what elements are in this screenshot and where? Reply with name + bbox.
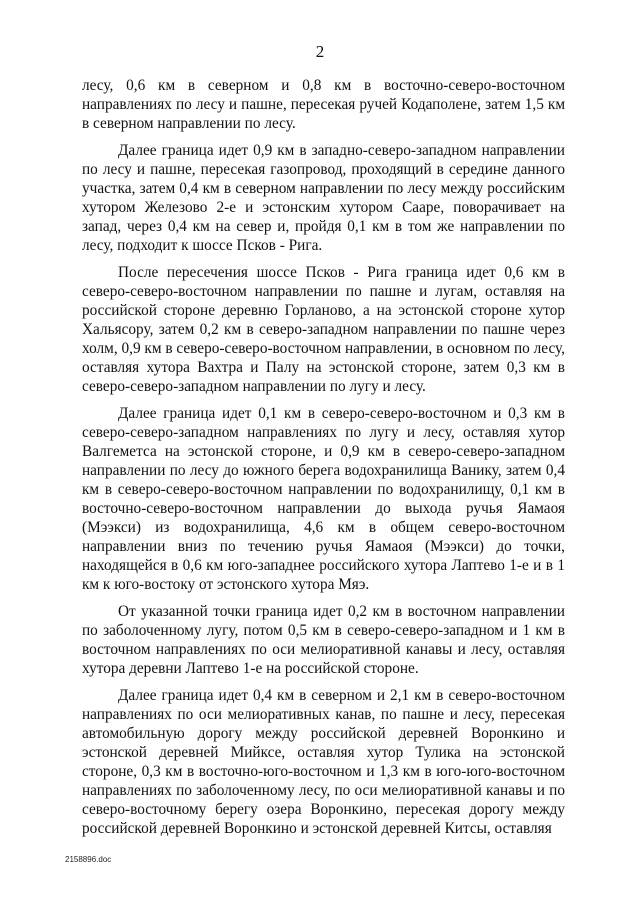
- page-number: 2: [315, 42, 325, 61]
- paragraph-1: лесу, 0,6 км в северном и 0,8 км в восточно-северо-восточном направлениях по лесу и пашне, пересекая ручей Кодаполене, затем 1,5 км в северном направлении по лесу.: [82, 77, 565, 132]
- paragraph-5: От указанной точки граница идет 0,2 км в восточном направлении по заболоченному лугу, потом 0,5 км в северо-северо-западном и 1 км в восточном направлениях по оси мелиоративной канавы и лесу, оставляя хутора деревни Лаптево 1-е на российской стороне.: [82, 603, 565, 677]
- paragraph-6: Далее граница идет 0,4 км в северном и 2,1 км в северо-восточном направлениях по оси мелиоративных канав, по пашне и лесу, пересекая автомобильную дорогу между российской деревней Воронкино и эстонской деревней Мийксе, оставляя хутор Тулика на эстонской стороне, 0,3 км в восточно-юго-восточном и 1,3 км в юго-юго-восточном направлениях по заболоченному лесу, по оси мелиоративной канавы и по северо-восточному берегу озера Воронкино, пересекая дорогу между российской деревней Воронкино и эстонской деревней Китсы, оставляя: [82, 687, 565, 837]
- paragraph-2: Далее граница идет 0,9 км в западно-северо-западном направлении по лесу и пашне, пересекая газопровод, проходящий в середине данного участка, затем 0,4 км в северном направлении по лесу между российским хутором Железово 2-е и эстонским хутором Сааре, поворачивает на запад, через 0,4 км на север и, пройдя 0,1 км в том же направлении по лесу, подходит к шоссе Псков - Рига.: [82, 142, 565, 254]
- paragraph-3: После пересечения шоссе Псков - Рига граница идет 0,6 км в северо-северо-восточном направлении по пашне и лугам, оставляя на российской стороне деревню Горланово, а на эстонской стороне хутор Хальясору, затем 0,2 км в северо-западном направлении по пашне через холм, 0,9 км в северо-северо-восточном направлении, в основном по лесу, оставляя хутора Вахтра и Палу на эстонской стороне, затем 0,3 км в северо-северо-западном направлении по лугу и лесу.: [82, 264, 565, 395]
- footer-filename: 2158896.doc: [65, 855, 112, 864]
- paragraph-4: Далее граница идет 0,1 км в северо-северо-восточном и 0,3 км в северо-северо-западном направлениях по лугу и лесу, оставляя хутор Валгеметса на эстонской стороне, и 0,9 км в северо-северо-западном направлении по лесу до южного берега водохранилища Ванику, затем 0,4 км в северо-северо-восточном направлении по водохранилищу, 0,1 км в восточно-северо-восточном направлении до выхода ручья Яамаоя (Мээкси) из водохранилища, 4,6 км в общем северо-восточном направлении вниз по течению ручья Яамаоя (Мээкси) до точки, находящейся в 0,6 км юго-западнее российского хутора Лаптево 1-е и в 1 км к юго-востоку от эстонского хутора Мяэ.: [82, 405, 565, 593]
- document-body: [82, 76, 565, 846]
